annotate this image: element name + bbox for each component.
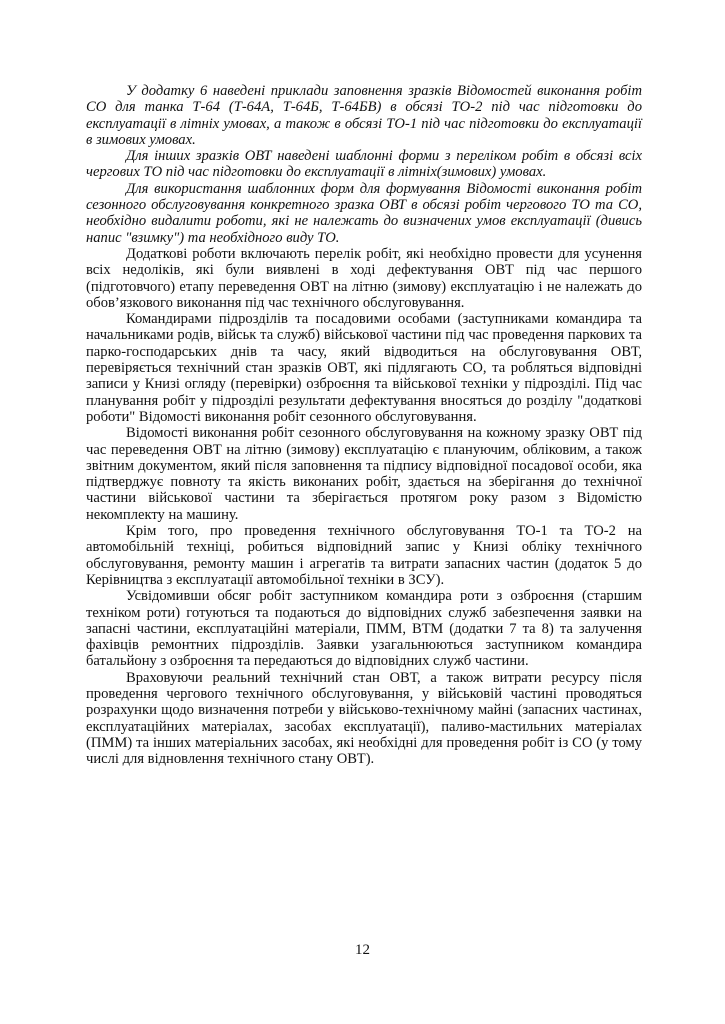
paragraph-commanders-inspection: Командирами підрозділів та посадовими особами (заступниками командира та начальниками родів, військ та служб) військової частини під час проведення паркових та парко-господарських днів та часу, який відводиться на обслуговування ОВТ, перевіряється технічний стан зразків ОВТ, які підлягають СО, та робляться відповідні записи у Книзі огляду (перевірки) озброєння та військової техніки у підрозділі. Під час планування робіт у підрозділі результати дефектування вносяться до розділу "додаткові роботи" Відомості виконання робіт сезонного обслуговування. xyxy=(86,311,642,425)
paragraph-additional-works: Додаткові роботи включають перелік робіт, які необхідно провести для усунення всіх недоліків, які були виявлені в ході дефектування ОВТ під час першого (підготовчого) етапу переведення ОВТ на літню (зимову) експлуатацію і не належать до обов’язкового виконання під час технічного обслуговування. xyxy=(86,245,642,311)
paragraph-template-forms: Для інших зразків ОВТ наведені шаблонні форми з переліком робіт в обсязі всіх чергових ТО під час підготовки до експлуатації в літніх(зимових) умовах. xyxy=(86,148,642,181)
paragraph-seasonal-records: Відомості виконання робіт сезонного обслуговування на кожному зразку ОВТ під час переведення ОВТ на літню (зимову) експлуатацію є плануючим, обліковим, а також звітним документом, який після заповнення та підпису відповідної посадової особи, яка підтверджує повноту та якість виконаних робіт, здається на зберігання до технічної частини військової частини та зберігається протягом року разом з Відомістю некомплекту на машину. xyxy=(86,425,642,523)
paragraph-template-usage: Для використання шаблонних форм для формування Відомості виконання робіт сезонного обслуговування конкретного зразка ОВТ в обсязі робіт чергового ТО та СО, необхідно видалити роботи, які не належать до визначених умов експлуатації (дивись напис "взимку") та необхідного виду ТО. xyxy=(86,180,642,246)
paragraph-appendix-6-examples: У додатку 6 наведені приклади заповнення зразків Відомостей виконання робіт СО для танка Т-64 (Т-64А, Т-64Б, Т-64БВ) в обсязі ТО-2 під час підготовки до експлуатації в літніх умовах, а також в обсязі ТО-1 під час підготовки до експлуатації в зимових умовах. xyxy=(86,83,642,148)
paragraph-automotive-to: Крім того, про проведення технічного обслуговування ТО-1 та ТО-2 на автомобільній техніці, робиться відповідний запис у Книзі обліку технічного обслуговування, ремонту машин і агрегатів та витрати запасних частин (додаток 5 до Керівництва з експлуатації автомобільної техніки в ЗСУ). xyxy=(86,523,642,588)
page-number: 12 xyxy=(355,942,370,958)
body-text xyxy=(86,83,642,767)
paragraph-needs-calculation: Враховуючи реальний технічний стан ОВТ, а також витрати ресурсу після проведення чергового технічного обслуговування, у військовій частині проводяться розрахунки щодо визначення потреби у військово-технічному майні (запасних частинах, експлуатаційних матеріалах, засобах експлуатації), паливо-мастильних матеріалах (ПММ) та інших матеріальних засобах, які необхідні для проведення робіт із СО (у тому числі для відновлення технічного стану ОВТ). xyxy=(86,669,642,768)
paragraph-spare-parts-requests: Усвідомивши обсяг робіт заступником командира роти з озброєння (старшим техніком роти) готуються та подаються до відповідних служб забезпечення заявки на запасні частини, експлуатаційні матеріали, ПММ, ВТМ (додатки 7 та 8) та залучення фахівців ремонтних підрозділів. Заявки узагальнюються заступником командира батальйону з озброєння та передаються до відповідних служб частини. xyxy=(86,588,642,670)
